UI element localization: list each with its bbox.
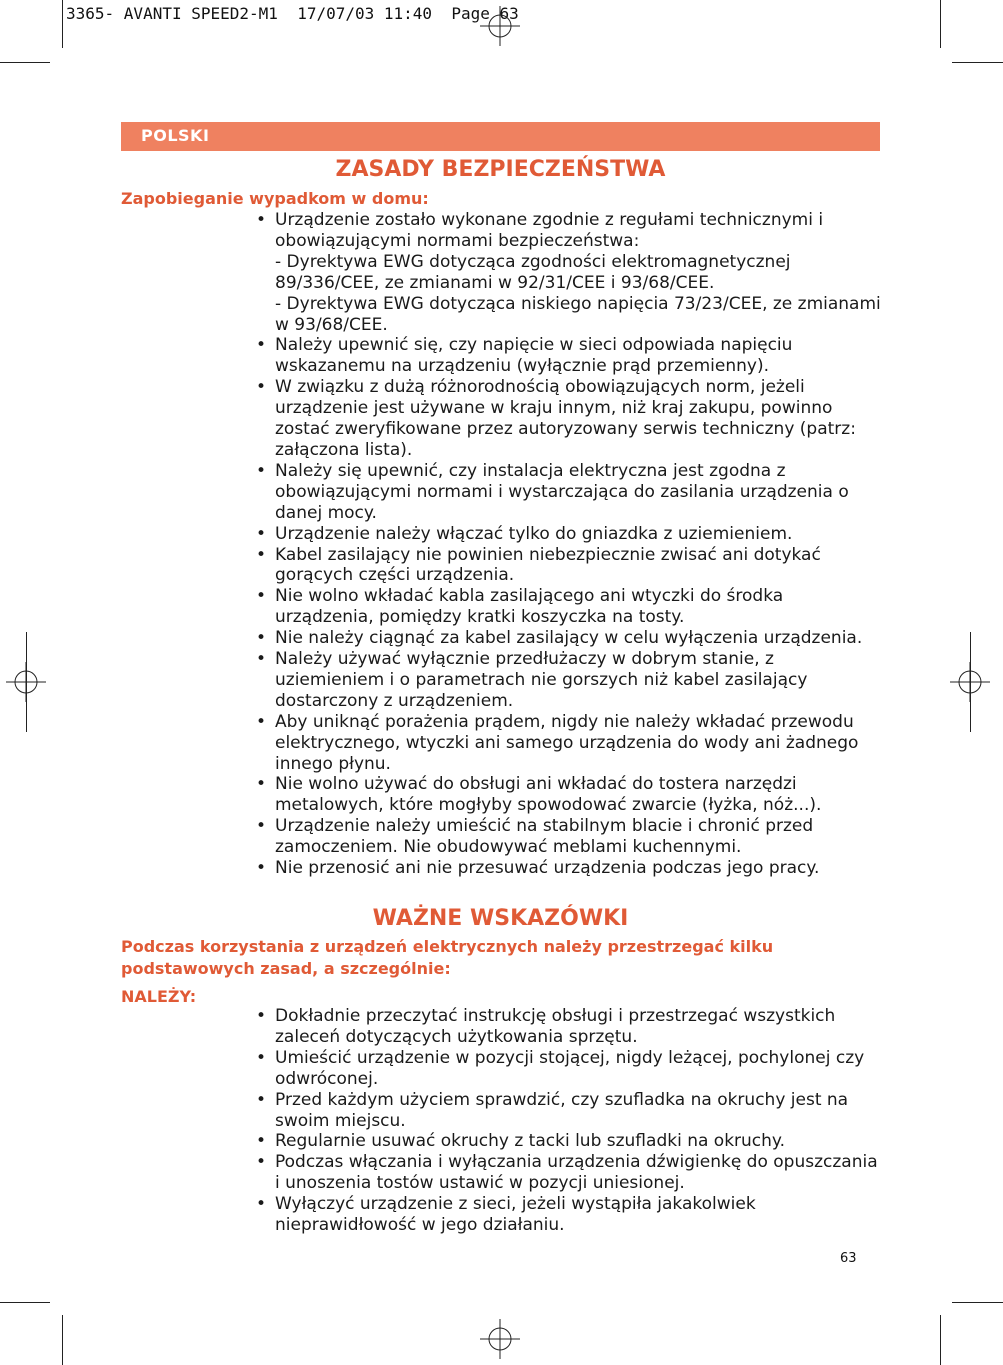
- safety-rules-list: [256, 210, 882, 879]
- list-item-text: • Nie wolno używać do obsługi ani wkładać do tostera narzędzi metalowych, które mogłyby spowodować zwarcie (łyżka, nóż...).: [275, 774, 822, 816]
- list-item: [256, 1048, 882, 1090]
- section-title-important-notes: WAŻNE WSKAZÓWKI: [372, 906, 629, 931]
- list-item-text: • Podczas włączania i wyłączania urządzenia dźwigienkę do opuszczania i unoszenia tostów ustawić w pozycji uniesionej.: [275, 1152, 878, 1194]
- list-item: [256, 1006, 882, 1048]
- list-item: [256, 1152, 882, 1194]
- page-number: 63: [840, 1251, 857, 1266]
- registration-mark-icon: [480, 1319, 520, 1359]
- list-item-text: • Wyłączyć urządzenie z sieci, jeżeli wystąpiła jakakolwiek nieprawidłowość w jego działaniu.: [275, 1194, 756, 1236]
- list-item-text: • Aby uniknąć porażenia prądem, nigdy nie należy wkładać przewodu elektrycznego, wtyczki ani samego urządzenia do wody ani żadnego innego płynu.: [275, 711, 859, 774]
- crop-mark: [940, 0, 941, 48]
- list-item-text: - Dyrektywa EWG dotycząca niskiego napięcia 73/23/CEE, ze zmianami w 93/68/CEE.: [275, 293, 881, 335]
- list-item: [256, 1194, 882, 1236]
- list-item: [256, 1131, 882, 1152]
- list-item-text: • Nie należy ciągnąć za kabel zasilający w celu wyłączenia urządzenia.: [275, 628, 863, 649]
- list-item: [256, 712, 882, 775]
- list-item-text: • Urządzenie należy włączać tylko do gniazdka z uziemieniem.: [275, 523, 793, 544]
- print-header: 3365- AVANTI SPEED2-M1 17/07/03 11:40 Page 63: [66, 4, 519, 23]
- section-subtitle-usage-rules: Podczas korzystania z urządzeń elektrycznych należy przestrzegać kilku podstawowych zasad, a szczególnie:: [121, 937, 774, 978]
- list-item: [256, 774, 882, 816]
- registration-mark-icon: [480, 6, 520, 46]
- list-item: [256, 461, 882, 524]
- list-item: [256, 649, 882, 712]
- list-item-text: • Należy upewnić się, czy napięcie w sieci odpowiada napięciu wskazanemu na urządzeniu (wyłącznie prąd przemienny).: [275, 335, 793, 377]
- list-item-text: • Umieścić urządzenie w pozycji stojącej, nigdy leżącej, pochylonej czy odwróconej.: [275, 1047, 865, 1089]
- crop-mark: [952, 62, 1003, 63]
- list-item-text: • Należy używać wyłącznie przedłużaczy w dobrym stanie, z uziemieniem i o parametrach nie gorszych niż kabel zasilający dostarczony z urządzeniem.: [275, 649, 808, 711]
- must-do-list: [256, 1006, 882, 1236]
- list-item-text: • Przed każdym użyciem sprawdzić, czy szufladka na okruchy jest na swoim miejscu.: [275, 1089, 849, 1131]
- list-item: [256, 628, 882, 649]
- crop-mark: [62, 0, 63, 48]
- list-item-text: • Regularnie usuwać okruchy z tacki lub szufladki na okruchy.: [275, 1131, 785, 1152]
- list-item: [256, 545, 882, 587]
- list-item-text: • Dokładnie przeczytać instrukcję obsługi i przestrzegać wszystkich zaleceń dotyczących użytkowania sprzętu.: [275, 1006, 836, 1047]
- list-item: [256, 335, 882, 377]
- language-label: POLSKI: [141, 126, 210, 145]
- list-item-text: • Należy się upewnić, czy instalacja elektryczna jest zgodna z obowiązującymi normami i wystarczająca do zasilania urządzenia o danej mocy.: [275, 460, 849, 523]
- list-item-text: • W związku z dużą różnorodnością obowiązujących norm, jeżeli urządzenie jest używane w kraju innym, niż kraj zakupu, powinno zostać zweryfikowane przez autoryzowany serwis techniczny (patrz: załączona lista).: [275, 377, 856, 460]
- list-item: [256, 816, 882, 858]
- list-item-text: • Kabel zasilający nie powinien niebezpiecznie zwisać ani dotykać gorących części urządzenia.: [275, 544, 821, 586]
- list-item: [256, 586, 882, 628]
- list-item: [256, 210, 882, 335]
- list-item-text: • Nie wolno wkładać kabla zasilającego ani wtyczki do środka urządzenia, pomiędzy kratki koszyczka na tosty.: [275, 586, 784, 628]
- list-item-text: • Nie przenosić ani nie przesuwać urządzenia podczas jego pracy.: [275, 858, 820, 879]
- list-item-text: • Urządzenie należy umieścić na stabilnym blacie i chronić przed zamoczeniem. Nie obudowywać meblami kuchennymi.: [275, 816, 814, 858]
- crop-mark: [970, 632, 971, 732]
- list-item-text: - Dyrektywa EWG dotycząca zgodności elektromagnetycznej 89/336/CEE, ze zmianami w 92/31/CEE i 93/68/CEE.: [275, 251, 791, 293]
- crop-mark: [62, 1315, 63, 1365]
- crop-mark: [0, 1302, 50, 1303]
- list-item-text: • Urządzenie zostało wykonane zgodnie z regułami technicznymi i obowiązującymi normami bezpieczeństwa:: [275, 210, 824, 251]
- list-item: [256, 377, 882, 461]
- language-bar: [121, 122, 880, 151]
- list-item: [256, 1090, 882, 1132]
- crop-mark: [940, 1315, 941, 1365]
- section-title-safety: ZASADY BEZPIECZEŃSTWA: [335, 157, 666, 182]
- list-item: [256, 858, 882, 879]
- crop-mark: [26, 632, 27, 732]
- list-item: [256, 524, 882, 545]
- crop-mark: [0, 62, 50, 63]
- section-subtitle-accident-prevention: Zapobieganie wypadkom w domu:: [121, 189, 429, 208]
- crop-mark: [952, 1302, 1003, 1303]
- must-label: NALEŻY:: [121, 987, 197, 1006]
